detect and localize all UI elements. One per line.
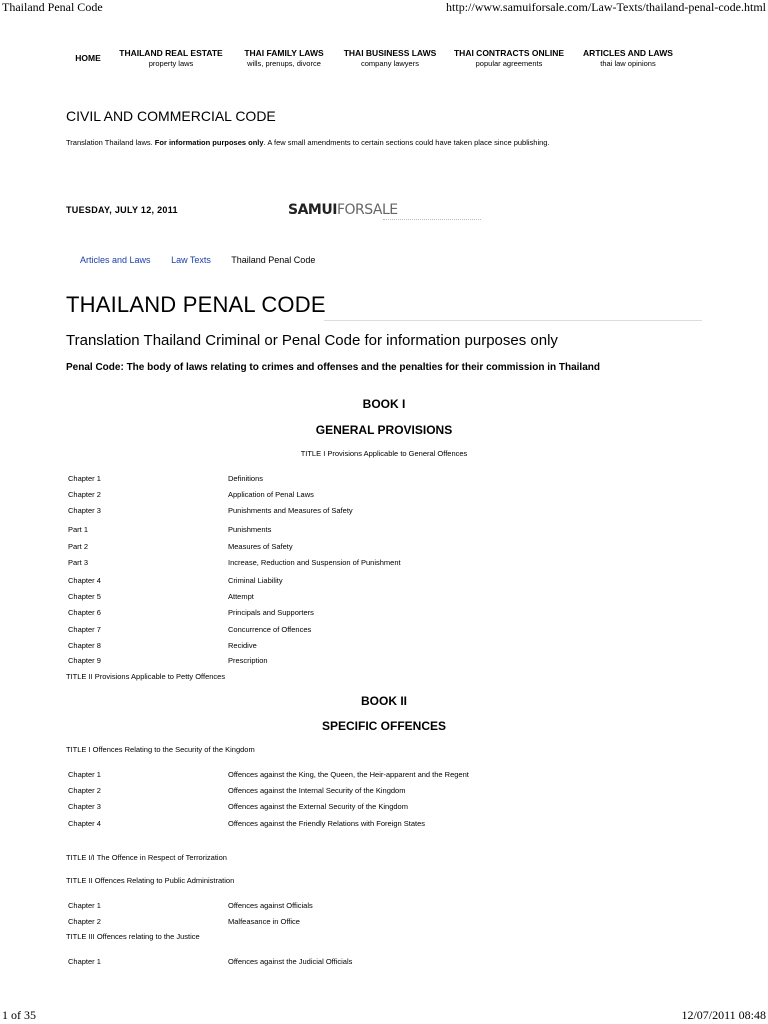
book2-title1-1: TITLE I/I The Offence in Respect of Terrorization <box>66 853 227 862</box>
row-section-label: Chapter 3 <box>68 802 101 811</box>
row-section-title: Prescription <box>228 656 268 665</box>
nav-business-laws[interactable] <box>338 48 442 69</box>
nav-contracts-online-sub: popular agreements <box>475 59 543 68</box>
row-section-title: Punishments <box>228 525 272 534</box>
page-title: THAILAND PENAL CODE <box>66 292 326 317</box>
row-section-label: Chapter 1 <box>68 901 101 910</box>
row-section-title: Concurrence of Offences <box>228 625 312 634</box>
logo-underline <box>383 219 481 220</box>
nav-business-laws-sub: company lawyers <box>361 59 419 68</box>
title-divider <box>324 320 702 321</box>
row-section-label: Part 3 <box>68 558 89 567</box>
breadcrumb <box>80 255 315 265</box>
row-section-label: Chapter 6 <box>68 608 101 617</box>
row-section-label: Chapter 5 <box>68 592 101 601</box>
book2-subheading: SPECIFIC OFFENCES <box>321 719 446 733</box>
row-section-title: Principals and Supporters <box>228 608 314 617</box>
nav-articles-laws-sub: thai law opinions <box>600 59 656 68</box>
book2-heading: BOOK II <box>360 694 407 708</box>
nav-real-estate-label: THAILAND REAL ESTATE <box>119 48 223 58</box>
row-section-title: Malfeasance in Office <box>228 917 300 926</box>
nav-business-laws-label: THAI BUSINESS LAWS <box>343 48 437 58</box>
row-section-title: Application of Penal Laws <box>228 490 314 499</box>
table-row <box>68 625 708 637</box>
intro-bold: For information purposes only <box>154 138 264 147</box>
table-row <box>68 592 708 604</box>
nav-real-estate[interactable] <box>116 48 226 69</box>
nav-family-laws-label: THAI FAMILY LAWS <box>244 48 324 58</box>
row-section-label: Part 2 <box>68 542 89 551</box>
row-section-title: Offences against the External Security of the Kingdom <box>228 802 408 811</box>
table-row <box>68 608 708 620</box>
table-row <box>68 786 708 798</box>
row-section-label: Chapter 4 <box>68 819 101 828</box>
row-section-label: Chapter 9 <box>68 656 101 665</box>
nav-home-label: HOME <box>75 53 101 63</box>
row-section-label: Chapter 2 <box>68 786 101 795</box>
site-logo[interactable] <box>288 201 480 221</box>
table-row <box>68 770 708 782</box>
nav-family-laws[interactable] <box>234 48 334 69</box>
row-section-title: Attempt <box>228 592 254 601</box>
print-timestamp: 12/07/2011 08:48 <box>681 1008 766 1022</box>
print-footer <box>0 1008 768 1024</box>
print-header <box>0 0 768 16</box>
nav-articles-laws-label: ARTICLES AND LAWS <box>583 48 673 58</box>
book1-heading: BOOK I <box>362 397 406 411</box>
row-section-label: Chapter 4 <box>68 576 101 585</box>
row-section-title: Punishments and Measures of Safety <box>228 506 353 515</box>
post-date: TUESDAY, JULY 12, 2011 <box>66 205 178 215</box>
row-section-label: Part 1 <box>68 525 89 534</box>
book2-title2: TITLE II Offences Relating to Public Administration <box>66 876 235 885</box>
row-section-title: Increase, Reduction and Suspension of Punishment <box>228 558 401 567</box>
intro-text <box>66 138 550 147</box>
nav-real-estate-sub: property laws <box>148 59 194 68</box>
table-row <box>68 525 708 537</box>
print-page-number: 1 of 35 <box>2 1008 36 1022</box>
site-title: CIVIL AND COMMERCIAL CODE <box>66 108 276 124</box>
table-row <box>68 819 708 831</box>
breadcrumb-current: Thailand Penal Code <box>231 255 316 265</box>
nav-home[interactable] <box>66 53 110 64</box>
row-section-label: Chapter 1 <box>68 770 101 779</box>
nav-contracts-online-label: THAI CONTRACTS ONLINE <box>453 48 565 58</box>
row-section-label: Chapter 3 <box>68 506 101 515</box>
row-section-title: Offences against the Friendly Relations with Foreign States <box>228 819 426 828</box>
nav-contracts-online[interactable] <box>450 48 568 69</box>
lead-paragraph: Penal Code: The body of laws relating to crimes and offenses and the penalties for their commission in Thailand <box>66 362 600 373</box>
row-section-title: Measures of Safety <box>228 542 293 551</box>
row-section-label: Chapter 1 <box>68 474 101 483</box>
row-section-title: Offences against the King, the Queen, the Heir-apparent and the Regent <box>228 770 469 779</box>
row-section-title: Offences against the Internal Security of the Kingdom <box>228 786 406 795</box>
table-row <box>68 656 708 668</box>
table-row <box>68 506 708 518</box>
logo-part2: FORSALE <box>336 202 398 218</box>
table-row <box>68 802 708 814</box>
table-row <box>68 576 708 588</box>
book2-title1: TITLE I Offences Relating to the Security of the Kingdom <box>66 745 255 754</box>
row-section-title: Recidive <box>228 641 257 650</box>
top-nav <box>66 48 688 72</box>
intro-pre: Translation Thailand laws. <box>66 138 155 147</box>
row-section-label: Chapter 1 <box>68 957 101 966</box>
row-section-title: Criminal Liability <box>228 576 283 585</box>
row-section-label: Chapter 2 <box>68 490 101 499</box>
table-row <box>68 474 708 486</box>
table-row <box>68 558 708 570</box>
row-section-label: Chapter 2 <box>68 917 101 926</box>
row-section-label: Chapter 8 <box>68 641 101 650</box>
logo-part1: SAMUI <box>288 202 337 218</box>
nav-articles-laws[interactable] <box>576 48 680 69</box>
table-row <box>68 542 708 554</box>
intro-post: . A few small amendments to certain sections could have taken place since publishing. <box>263 138 550 147</box>
print-url[interactable]: http://www.samuiforsale.com/Law-Texts/thailand-penal-code.html <box>446 0 766 14</box>
table-row <box>68 901 708 913</box>
book1-title1: TITLE I Provisions Applicable to General Offences <box>300 449 468 458</box>
row-section-label: Chapter 7 <box>68 625 101 634</box>
breadcrumb-articles-and-laws[interactable]: Articles and Laws <box>80 255 151 265</box>
table-row <box>68 641 708 653</box>
row-section-title: Offences against Officials <box>228 901 313 910</box>
breadcrumb-law-texts[interactable]: Law Texts <box>171 255 211 265</box>
row-section-title: Definitions <box>228 474 264 483</box>
table-row <box>68 917 708 929</box>
table-row <box>68 490 708 502</box>
nav-family-laws-sub: wills, prenups, divorce <box>247 59 321 68</box>
book1-subheading: GENERAL PROVISIONS <box>315 423 453 437</box>
print-title: Thailand Penal Code <box>2 0 103 14</box>
book1-title2: TITLE II Provisions Applicable to Petty Offences <box>66 672 226 681</box>
row-section-title: Offences against the Judicial Officials <box>228 957 353 966</box>
table-row <box>68 957 708 969</box>
book2-title3: TITLE III Offences relating to the Justice <box>66 932 200 941</box>
page-subtitle: Translation Thailand Criminal or Penal Code for information purposes only <box>66 332 558 349</box>
